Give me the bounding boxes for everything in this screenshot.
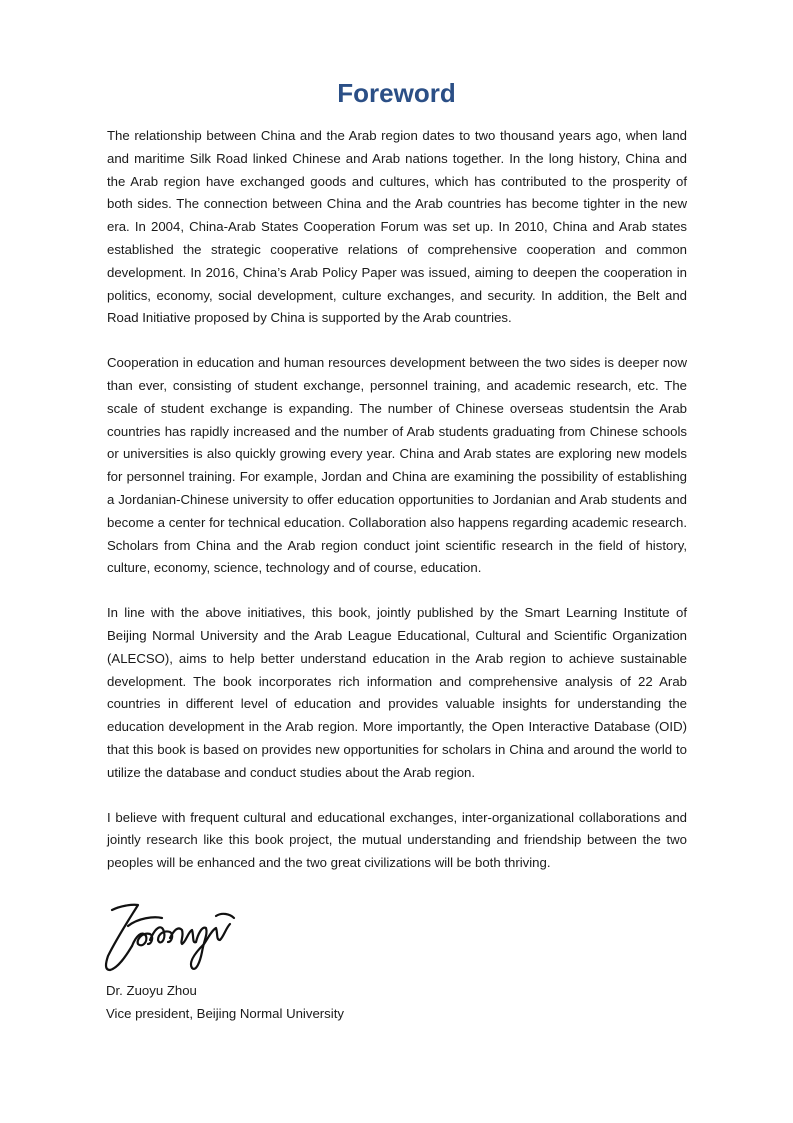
- signatory-name: Dr. Zuoyu Zhou: [106, 983, 197, 998]
- paragraph-3: In line with the above initiatives, this book, jointly published by the Smart Learning Institute of Beijing Normal University and the Arab League Educational, Cultural and Scientific Organization (ALECSO), aims to help better understand education in the Arab region to achieve sustainable development. The book incorporates rich information and comprehensive analysis of 22 Arab countries in different level of education and provides valuable insights for understanding the education development in the Arab region. More importantly, the Open Interactive Database (OID) that this book is based on provides new opportunities for scholars in China and around the world to utilize the database and conduct studies about the Arab region.: [107, 605, 687, 780]
- handwritten-signature: [98, 896, 248, 978]
- paragraph-2: Cooperation in education and human resources development between the two sides is deeper now than ever, consisting of student exchange, personnel training, and academic research, etc. The scale of student exchange is expanding. The number of Chinese overseas studentsin the Arab countries has rapidly increased and the number of Arab students graduating from Chinese schools or universities is also quickly growing every year. China and Arab states are exploring new models for personnel training. For example, Jordan and China are examining the possibility of establishing a Jordanian-Chinese university to offer education opportunities to Jordanian and Arab students and become a center for technical education. Collaboration also happens regarding academic research. Scholars from China and the Arab region conduct joint scientific research in the field of history, culture, economy, science, technology and of course, education.: [107, 355, 687, 576]
- paragraph-4: I believe with frequent cultural and educational exchanges, inter-organizational collaborations and jointly research like this book project, the mutual understanding and friendship between the two peoples will be enhanced and the two great civilizations will be both thriving.: [107, 809, 687, 871]
- signatory-position: Vice president, Beijing Normal University: [106, 1006, 344, 1021]
- page-title: Foreword: [337, 78, 456, 108]
- paragraph-1: The relationship between China and the Arab region dates to two thousand years ago, when land and maritime Silk Road linked Chinese and Arab nations together. In the long history, China and the Arab region have exchanged goods and cultures, which has contributed to the prosperity of both sides. The connection between China and the Arab countries has become tighter in the new era. In 2004, China-Arab States Cooperation Forum was set up. In 2010, China and Arab states established the strategic cooperative relations of comprehensive cooperation and common development. In 2016, China’s Arab Policy Paper was issued, aiming to deepen the cooperation in politics, economy, social development, culture exchanges, and security. In addition, the Belt and Road Initiative proposed by China is supported by the Arab countries.: [107, 128, 687, 326]
- foreword-body: [107, 125, 687, 897]
- signature-icon: [98, 896, 248, 978]
